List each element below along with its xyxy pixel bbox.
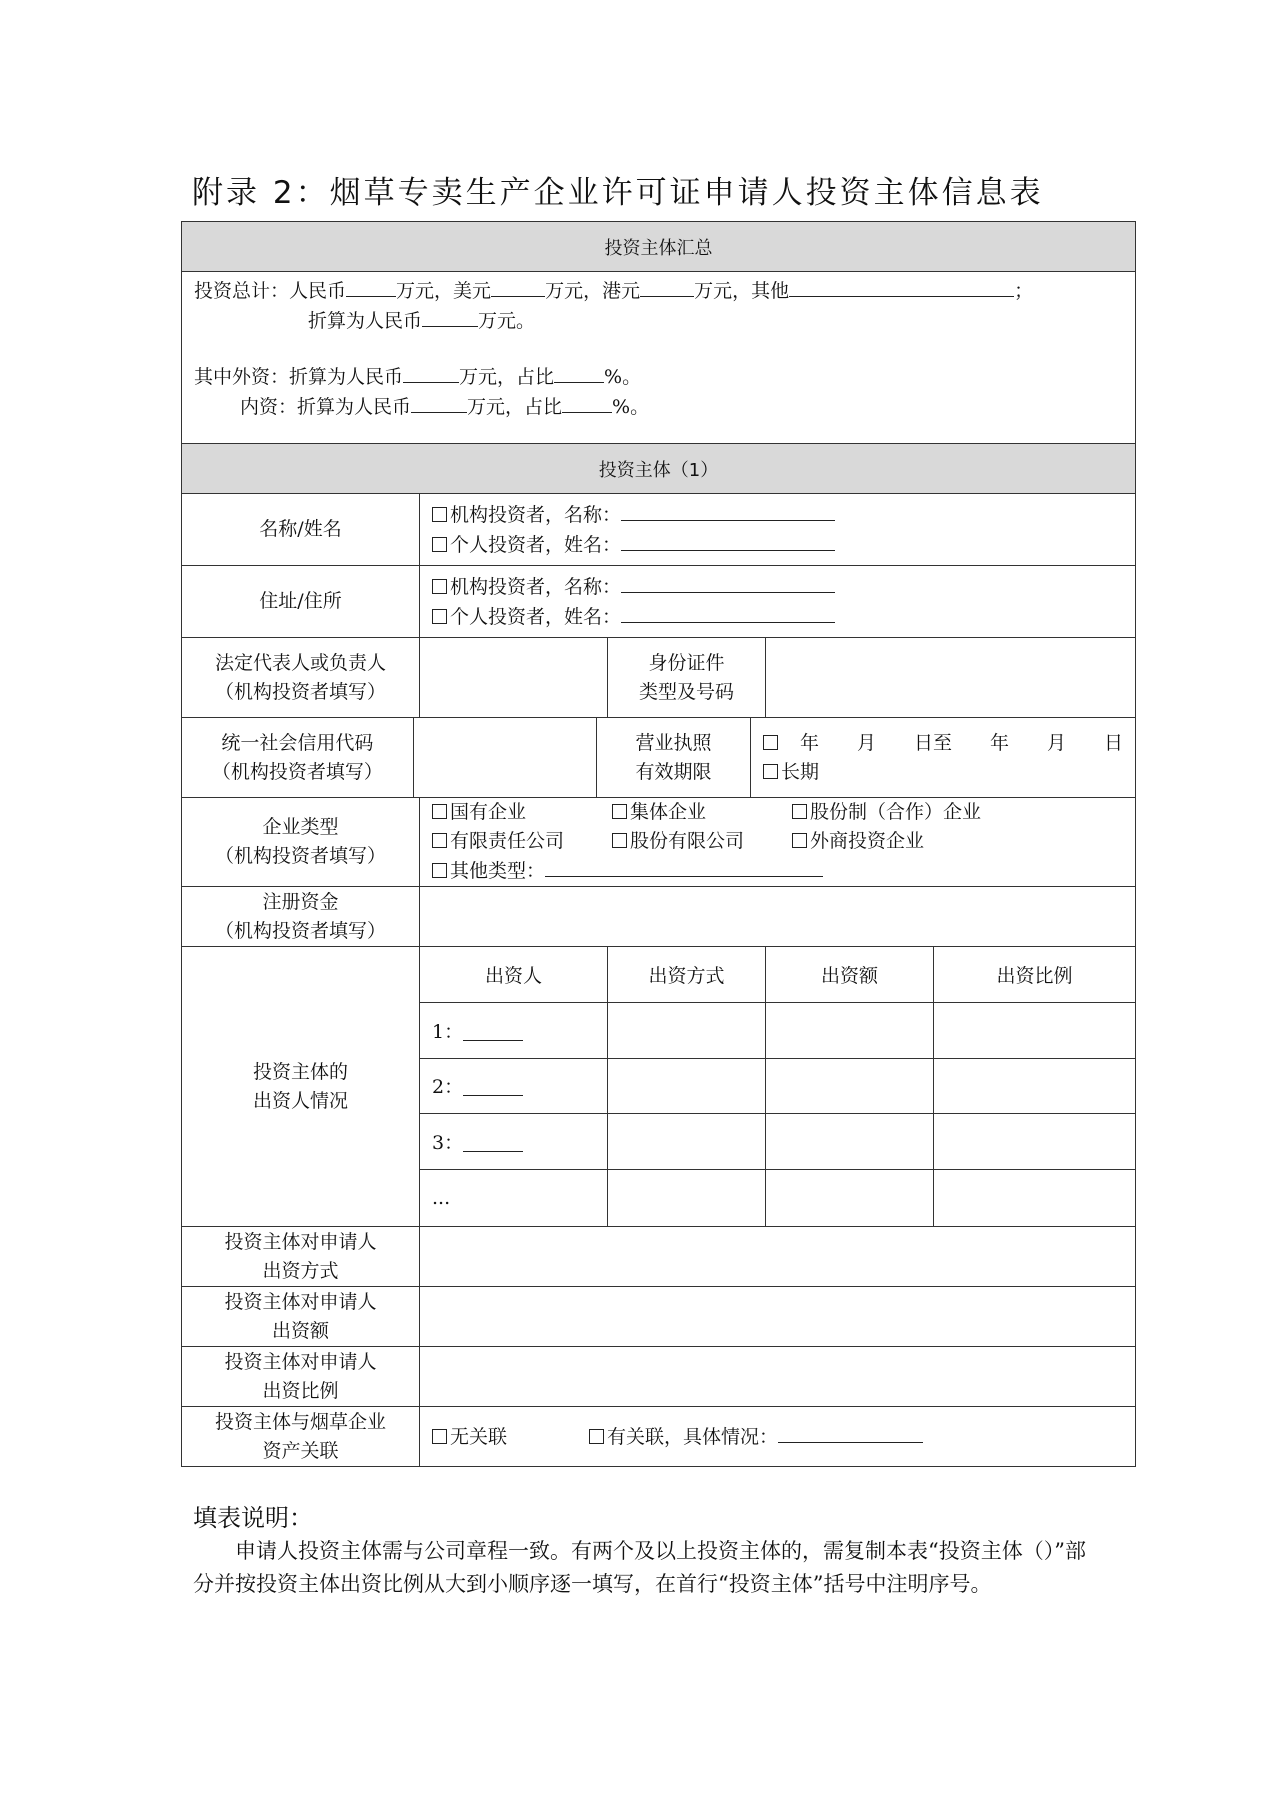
summary-section: [182, 272, 1135, 444]
ratio-cell[interactable]: [934, 1059, 1135, 1114]
no-assoc-checkbox[interactable]: [432, 1429, 447, 1444]
funders-row: [182, 947, 1135, 1227]
name-options: 机构投资者，名称： 个人投资者，姓名：: [420, 494, 1135, 565]
address-label: 住址/住所: [182, 566, 420, 637]
investor-info-form: [181, 221, 1136, 1467]
table-row: [420, 1170, 1135, 1226]
funders-table: [420, 947, 1135, 1226]
id-number-field[interactable]: [766, 638, 1135, 717]
enterprise-type-row: [182, 798, 1135, 887]
name-label: 名称/姓名: [182, 494, 420, 565]
address-options: 机构投资者，名称： 个人投资者，姓名：: [420, 566, 1135, 637]
amount-cell[interactable]: [766, 1059, 934, 1114]
validity-date-checkbox[interactable]: [763, 735, 778, 750]
table-row: [420, 1059, 1135, 1115]
asset-assoc-options: 无关联 有关联，具体情况：: [420, 1407, 1135, 1466]
assoc-detail-field[interactable]: [778, 1422, 923, 1443]
total-converted-field[interactable]: [422, 306, 478, 327]
id-label: 身份证件 类型及号码: [608, 638, 766, 717]
notes-heading: 填表说明：: [193, 1504, 313, 1532]
ratio-cell[interactable]: [934, 1114, 1135, 1169]
investor-header: 投资主体（1）: [182, 444, 1135, 494]
contrib-method-field[interactable]: [420, 1227, 1135, 1286]
long-term-checkbox[interactable]: [763, 764, 778, 779]
legal-rep-row: [182, 638, 1135, 718]
col-header-amount: 出资额: [766, 947, 934, 1002]
funders-table-header: [420, 947, 1135, 1003]
funder-blank: [463, 1131, 523, 1152]
reg-capital-row: [182, 887, 1135, 947]
foreign-ratio-field[interactable]: [554, 362, 604, 383]
person-investor-checkbox[interactable]: [432, 537, 447, 552]
amount-cell[interactable]: [766, 1170, 934, 1226]
usd-amount-field[interactable]: [491, 276, 545, 297]
ratio-cell[interactable]: [934, 1170, 1135, 1226]
credit-code-label: 统一社会信用代码 （机构投资者填写）: [182, 718, 414, 797]
contrib-ratio-row: [182, 1347, 1135, 1407]
org-investor-checkbox[interactable]: [432, 507, 447, 522]
asset-assoc-row: [182, 1407, 1135, 1466]
other-amount-field[interactable]: [789, 276, 1014, 297]
joint-stock-ltd-checkbox[interactable]: [612, 833, 627, 848]
method-cell[interactable]: [608, 1059, 766, 1114]
other-type-checkbox[interactable]: [432, 863, 447, 878]
amount-cell[interactable]: [766, 1003, 934, 1058]
has-assoc-checkbox[interactable]: [589, 1429, 604, 1444]
contrib-amount-row: [182, 1287, 1135, 1347]
ratio-cell[interactable]: [934, 1003, 1135, 1058]
summary-body: 投资总计：人民币 万元，美元 万元，港元 万元，其他 ； 折算为人民币 万元。 其中外资：折算为人民币 万元，占比 %。 内资：折算为人民币 万元，占比 %。: [182, 272, 1045, 443]
method-cell[interactable]: [608, 1170, 766, 1226]
person-address-field[interactable]: [621, 602, 835, 623]
contrib-method-label: 投资主体对申请人 出资方式: [182, 1227, 420, 1286]
foreign-amount-field[interactable]: [403, 362, 459, 383]
legal-rep-field[interactable]: [420, 638, 608, 717]
license-validity: 年 月 日至 年 月 日 长期: [751, 718, 1135, 797]
contrib-amount-label: 投资主体对申请人 出资额: [182, 1287, 420, 1346]
table-row: [420, 1114, 1135, 1170]
credit-code-field[interactable]: [414, 718, 597, 797]
col-header-funder: 出资人: [420, 947, 608, 1002]
org-address-checkbox[interactable]: [432, 579, 447, 594]
funder-cell[interactable]: 3：: [420, 1114, 608, 1169]
reg-capital-field[interactable]: [420, 887, 1135, 946]
org-address-field[interactable]: [621, 572, 835, 593]
col-header-method: 出资方式: [608, 947, 766, 1002]
method-cell[interactable]: [608, 1003, 766, 1058]
funders-label: 投资主体的 出资人情况: [182, 947, 420, 1226]
legal-rep-label: 法定代表人或负责人 （机构投资者填写）: [182, 638, 420, 717]
funder-cell[interactable]: 1：: [420, 1003, 608, 1058]
joint-stock-coop-checkbox[interactable]: [792, 804, 807, 819]
reg-capital-label: 注册资金 （机构投资者填写）: [182, 887, 420, 946]
llc-checkbox[interactable]: [432, 833, 447, 848]
collective-checkbox[interactable]: [612, 804, 627, 819]
other-type-field[interactable]: [545, 856, 823, 877]
table-row: [420, 1003, 1135, 1059]
method-cell[interactable]: [608, 1114, 766, 1169]
domestic-ratio-field[interactable]: [562, 392, 612, 413]
contrib-ratio-label: 投资主体对申请人 出资比例: [182, 1347, 420, 1406]
col-header-ratio: 出资比例: [996, 964, 1073, 987]
notes-body: 申请人投资主体需与公司章程一致。有两个及以上投资主体的，需复制本表“投资主体（）”部分并按投资主体出资比例从大到小顺序逐一填写，在首行“投资主体”括号中注明序号。: [193, 1539, 1086, 1596]
funder-blank: [463, 1020, 523, 1041]
license-label: 营业执照 有效期限: [597, 718, 751, 797]
enterprise-type-label: 企业类型 （机构投资者填写）: [182, 798, 420, 886]
domestic-amount-field[interactable]: [411, 392, 467, 413]
name-row: [182, 494, 1135, 566]
asset-assoc-label: 投资主体与烟草企业 资产关联: [182, 1407, 420, 1466]
funder-cell[interactable]: ...: [420, 1170, 608, 1226]
summary-header: 投资主体汇总: [182, 222, 1135, 272]
foreign-invested-checkbox[interactable]: [792, 833, 807, 848]
person-address-checkbox[interactable]: [432, 609, 447, 624]
enterprise-type-options: 国有企业 集体企业 股份制（合作）企业 有限责任公司 股份有限公司 外商投资企业 其他类型：: [420, 798, 1135, 886]
funder-cell[interactable]: 2：: [420, 1059, 608, 1114]
contrib-method-row: [182, 1227, 1135, 1287]
contrib-ratio-field[interactable]: [420, 1347, 1135, 1406]
contrib-amount-field[interactable]: [420, 1287, 1135, 1346]
credit-code-row: [182, 718, 1135, 798]
funder-blank: [463, 1075, 523, 1096]
hkd-amount-field[interactable]: [640, 276, 694, 297]
address-row: [182, 566, 1135, 638]
person-name-field[interactable]: [621, 530, 835, 551]
amount-cell[interactable]: [766, 1114, 934, 1169]
state-owned-checkbox[interactable]: [432, 804, 447, 819]
page-title: 附录 2：烟草专卖生产企业许可证申请人投资主体信息表: [192, 175, 1044, 211]
org-name-field[interactable]: [621, 500, 835, 521]
rmb-amount-field[interactable]: [346, 276, 396, 297]
